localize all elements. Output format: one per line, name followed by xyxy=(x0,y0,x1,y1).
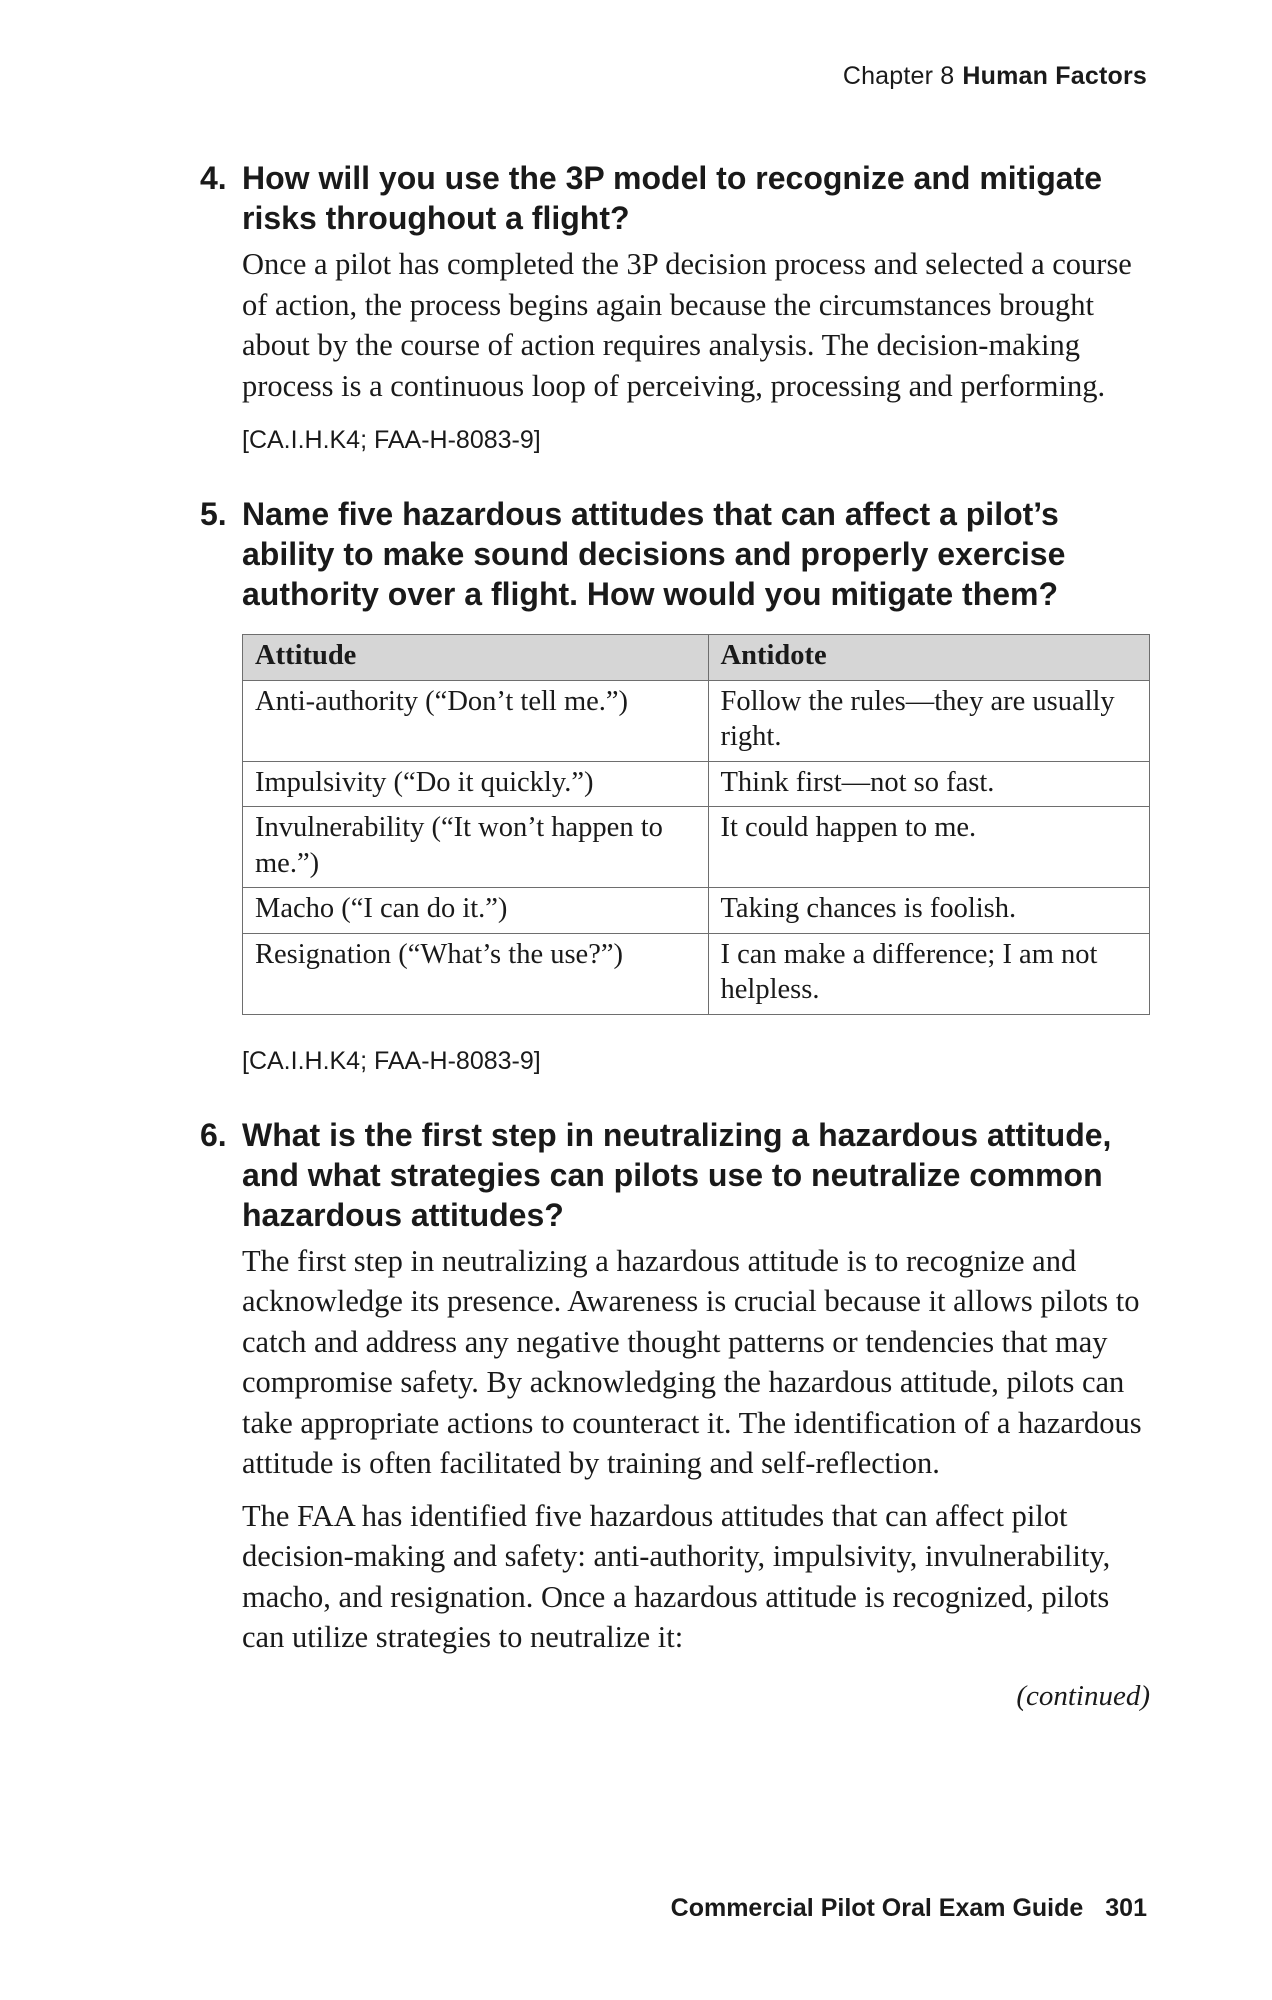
antidote-cell: Think first—not so fast. xyxy=(708,761,1149,807)
table-header-row xyxy=(243,635,1150,681)
running-foot xyxy=(671,1894,1147,1923)
attitude-cell: Impulsivity (“Do it quickly.”) xyxy=(243,761,709,807)
antidote-cell: Taking chances is foolish. xyxy=(708,888,1149,934)
question-text: How will you use the 3P model to recognize and mitigate risks throughout a flight? xyxy=(242,160,1102,236)
attitude-cell: Anti-authority (“Don’t tell me.”) xyxy=(243,680,709,761)
table-row xyxy=(243,888,1150,934)
running-head xyxy=(843,62,1147,91)
question-text: What is the first step in neutralizing a hazardous attitude, and what strategies can pilots use to neutralize common hazardous attitudes? xyxy=(242,1116,1112,1233)
question-text: Name five hazardous attitudes that can affect a pilot’s ability to make sound decisions and properly exercise authority over a flight. How would you mitigate them? xyxy=(242,496,1066,612)
column-header-antidote: Antidote xyxy=(708,635,1149,681)
question-number: 4. xyxy=(200,160,227,196)
column-header-attitude: Attitude xyxy=(243,635,709,681)
continued-note: (continued) xyxy=(1016,1679,1150,1712)
attitude-cell: Invulnerability (“It won’t happen to me.”) xyxy=(243,807,709,888)
antidote-cell: It could happen to me. xyxy=(708,807,1149,888)
question-4 xyxy=(200,158,1150,456)
reference: [CA.I.H.K4; FAA-H-8083-9] xyxy=(242,1046,541,1075)
answer-paragraph: The FAA has identified five hazardous attitudes that can affect pilot decision-making and safety: anti-authority, impulsivity, invulnerability, macho, and resignation. Once a hazardous attitude is recognized, pilots can utilize strategies to neutralize it: xyxy=(242,1498,1111,1654)
table-row xyxy=(243,933,1150,1014)
question-number: 6. xyxy=(200,1116,227,1153)
answer-paragraph: Once a pilot has completed the 3P decision process and selected a course of action, the process begins again because the circumstances brought about by the course of action requires analysis. The decision-making process is a continuous loop of perceiving, processing and performing. xyxy=(242,247,1132,403)
antidote-cell: I can make a difference; I am not helpless. xyxy=(708,933,1149,1014)
antidote-cell: Follow the rules—they are usually right. xyxy=(708,680,1149,761)
table-row xyxy=(243,680,1150,761)
table-row xyxy=(243,807,1150,888)
table-row xyxy=(243,761,1150,807)
chapter-label: Chapter 8 xyxy=(842,62,955,90)
page-number: 301 xyxy=(1105,1894,1147,1922)
question-6 xyxy=(200,1115,1150,1713)
question-number: 5. xyxy=(200,496,227,532)
page-content xyxy=(200,158,1150,1713)
question-5 xyxy=(200,494,1150,1077)
book-title: Commercial Pilot Oral Exam Guide xyxy=(670,1894,1084,1922)
reference: [CA.I.H.K4; FAA-H-8083-9] xyxy=(242,426,541,454)
hazardous-attitudes-table xyxy=(242,634,1150,1015)
chapter-title: Human Factors xyxy=(962,62,1147,90)
attitude-cell: Macho (“I can do it.”) xyxy=(243,888,709,934)
attitude-cell: Resignation (“What’s the use?”) xyxy=(243,933,709,1014)
answer-paragraph: The first step in neutralizing a hazardous attitude is to recognize and acknowledge its presence. Awareness is crucial because it allows pilots to catch and address any negative thought patterns or tendencies that may compromise safety. By acknowledging the hazardous attitude, pilots can take appropriate actions to counteract it. The identification of a hazardous attitude is often facilitated by training and self-reflection. xyxy=(242,1243,1142,1480)
